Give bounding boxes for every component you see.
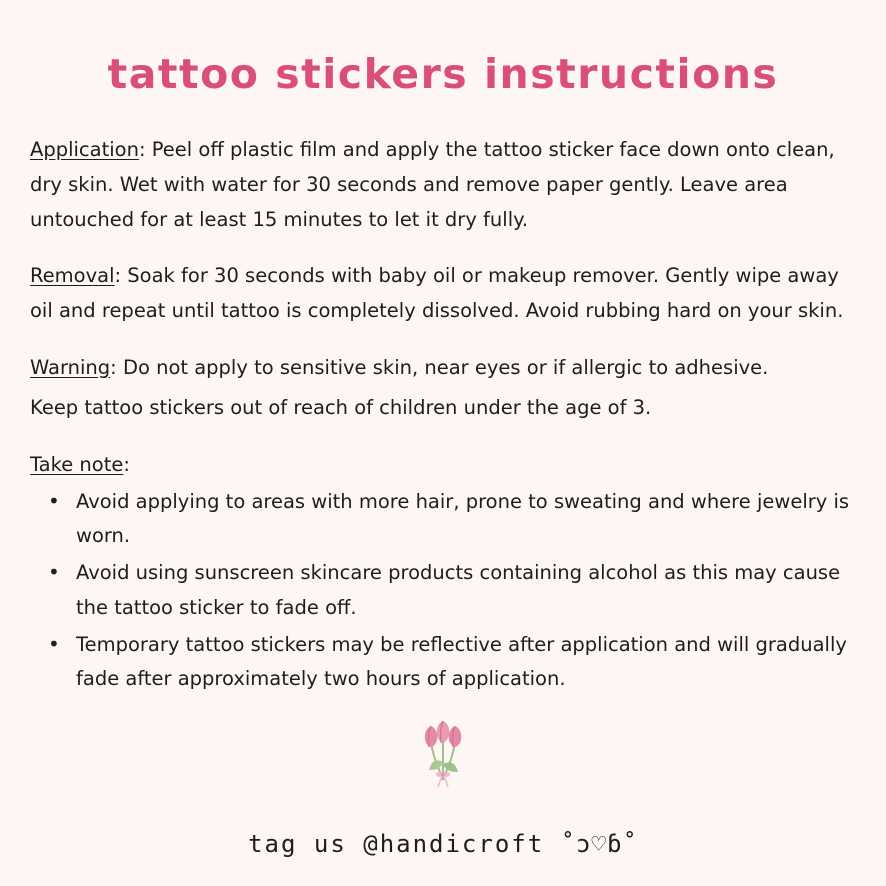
instructions-body [30,133,856,697]
list-item [48,556,856,625]
footer-kaomoji: ˚ɔ♡ɓ˚ [560,830,638,858]
section-warning [30,351,856,386]
section-warning-text: : Do not apply to sensitive skin, near eyes or if allergic to adhesive. [110,355,769,379]
footer-tagline [0,830,886,858]
section-take-note-colon: : [123,453,130,477]
list-item [48,628,856,697]
section-removal-label: Removal [30,264,115,288]
list-item-text: Avoid using sunscreen skincare products containing alcohol as this may cause the tattoo sticker to fade off. [76,561,841,619]
list-item-text: Temporary tattoo stickers may be reflective after application and will gradually fade after approximately two hours of application. [76,632,847,691]
section-application-label: Application [30,138,139,162]
list-item-text: Avoid applying to areas with more hair, prone to sweating and where jewelry is worn. [76,489,850,548]
section-warning-label: Warning [30,355,111,379]
list-item [48,485,856,554]
section-warning-line-two: Keep tattoo stickers out of reach of children under the age of 3. [30,396,652,420]
bullet-icon: • [48,560,60,585]
footer-tag-text: tag us @handicroft [248,830,545,858]
bullet-icon: • [48,631,60,656]
page-title: tattoo stickers instructions [107,50,779,98]
section-removal-text: : Soak for 30 seconds with baby oil or makeup remover. Gently wipe away oil and repeat until tattoo is completely dissolved. Avoid rubbing hard on your skin. [30,264,844,322]
bullet-icon: • [48,488,60,513]
section-take-note [30,448,856,483]
tulip-bouquet-icon [0,718,886,790]
section-removal [30,259,856,328]
section-application-text: : Peel off plastic film and apply the tattoo sticker face down onto clean, dry skin. Wet with water for 30 seconds and remove paper gently. Leave area untouched for at least 15 minutes to let it dry fully. [30,138,835,231]
section-take-note-label: Take note [30,453,124,477]
section-application [30,133,856,237]
take-note-list [30,485,856,697]
